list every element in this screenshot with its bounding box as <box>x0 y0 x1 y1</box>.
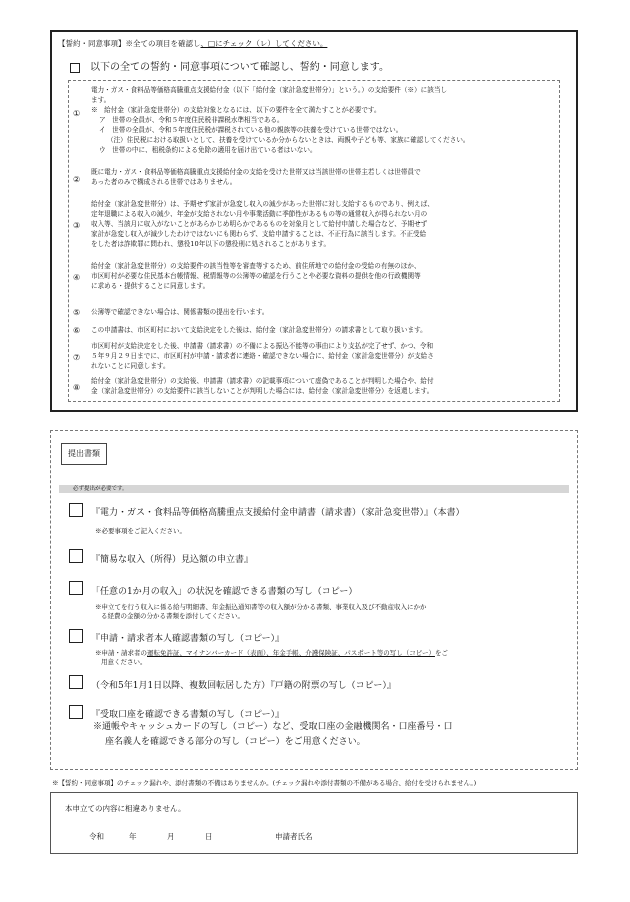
pledge-title <box>58 38 327 49</box>
item-line: ※ 給付金（家計急変世帯分）の支給対象となるには、以下の要件を全て満たすことが必要です。 <box>91 106 381 114</box>
item-line: 金（家計急変世帯分）の支給要件に該当しないことが判明した場合には、給付金（家計急変世帯分）を返還します。 <box>91 387 434 395</box>
item-line: ウ 世帯の中に、租税条約による免除の適用を届け出ている者はいない。 <box>99 146 317 154</box>
confirmation-section <box>50 792 578 854</box>
item-line: イ 世帯の全員が、令和５年度住民税が課税されている他の親族等の扶養を受けている世帯ではない。 <box>99 126 403 134</box>
doc-4-note-line1 <box>95 649 448 658</box>
item-number: ⑥ <box>73 326 81 335</box>
doc-3-note-line2: る経費の金額の分かる書類を添付してください。 <box>101 612 244 620</box>
item-line: 家計が急変し収入が減少したわけではないにも関わらず、支給申請することは、不正行為に該当します。不正受給 <box>91 230 427 238</box>
pledge-items-box <box>68 80 560 402</box>
pledge-item-1 <box>91 85 553 155</box>
doc-4-title: 『申請・請求者本人確認書類の写し（コピー）』 <box>91 634 285 644</box>
doc-6-note-line1: ※通帳やキャッシュカードの写し（コピー）など、受取口座の金融機関名・口座番号・口 <box>93 722 453 732</box>
pledge-title-prefix: 【誓約・同意事項】 <box>58 39 126 48</box>
doc-6-checkbox[interactable] <box>69 705 83 719</box>
item-number: ② <box>73 175 81 184</box>
documents-title: 提出書類 <box>61 443 107 465</box>
item-line: に求める・提供することに同意します。 <box>91 282 210 290</box>
required-label: 必ず提出が必要です。 <box>59 485 569 493</box>
item-line: 給付金（家計急変世帯分）の支給後、申請書（請求書）の記載事項について虚偽であることが判明した場合や、給付 <box>91 377 434 385</box>
pledge-main-row[interactable] <box>70 58 389 73</box>
item-number: ⑤ <box>73 308 81 317</box>
pledge-agree-checkbox[interactable] <box>70 63 80 73</box>
doc-5-title: （令和5年1月1日以降、複数回転居した方）『戸籍の附票の写し（コピー）』 <box>91 681 396 691</box>
doc-4-checkbox[interactable] <box>69 629 83 643</box>
item-line: 市区町村が必要な住民基本台帳情報、税情報等の公簿等の確認を行うことや必要な資料の提供を他の行政機関等 <box>91 272 421 280</box>
item-number: ① <box>73 109 81 118</box>
item-line: 既に電力・ガス・食料品等価格高騰重点支援給付金の支給を受けた世帯又は当該世帯の世帯主若しくは世帯員で <box>91 168 421 176</box>
item-line: 電力・ガス・食料品等価格高騰重点支援給付金（以下「給付金（家計急変世帯分）」という。）の支給要件（※）に該当し <box>91 86 448 94</box>
applicant-name-label: 申請者氏名 <box>275 832 313 841</box>
month-label: 月 <box>167 832 175 841</box>
pledge-title-note: ※全ての項目を確認し <box>125 39 201 48</box>
item-line: 定年退職による収入の減少、年金が支給されない月や事業活動に季節性があるもの等の通常収入が得られない月の <box>91 210 428 218</box>
item-line: 給付金（家計急変世帯分）の支給要件の該当性等を審査等するため、前住所地での給付金の受給の有無のほか、 <box>91 262 421 270</box>
item-number: ③ <box>73 221 81 230</box>
doc-1-title: 『電力・ガス・食料品等価格高騰重点支援給付金申請書（請求書）（家計急変世帯）』（本書） <box>91 508 465 518</box>
item-number: ⑧ <box>73 383 81 392</box>
confirmation-text: 本申立ての内容に相違ありません。 <box>65 804 186 813</box>
item-line: ます。 <box>91 96 111 104</box>
pledge-item-8 <box>91 376 553 396</box>
year-label: 年 <box>129 832 137 841</box>
doc-6-title: 『受取口座を確認できる書類の写し（コピー）』 <box>91 710 285 720</box>
pledge-item-5 <box>91 307 553 317</box>
doc-3-title: 「任意の1か月の収入」の状況を確認できる書類の写し（コピー） <box>91 587 358 597</box>
doc-5-checkbox[interactable] <box>69 675 83 689</box>
doc-3-note-line1: ※申立てを行う収入に係る給与明細書、年金振込通知書等の収入額が分かる書類、事業収入及び不動産収入にかか <box>95 603 427 611</box>
item-line: ５年９月２９日までに、市区町村が申請・請求者に連絡・確認できない場合に、給付金（家計急変世帯分）が支給さ <box>91 352 434 360</box>
doc-1-checkbox[interactable] <box>69 503 83 517</box>
doc-3-checkbox[interactable] <box>69 581 83 595</box>
doc-4-note-ids: 運転免許証、マイナンバーカード（表面）、年金手帳、介護保険証、パスポート等の写し（コピー） <box>147 649 435 657</box>
day-label: 日 <box>205 832 213 841</box>
documents-section <box>50 430 578 770</box>
doc-2-title: 『簡易な収入（所得）見込額の申立書』 <box>91 555 254 565</box>
item-number: ④ <box>73 273 81 282</box>
pledge-item-3 <box>91 199 553 249</box>
item-line: ア 世帯の全員が、令和５年度住民税非課税水準相当である。 <box>99 116 284 124</box>
doc-2-checkbox[interactable] <box>69 549 83 563</box>
pledge-item-4 <box>91 261 553 291</box>
pledge-item-7 <box>91 341 553 371</box>
footer-note: ※【誓約・同意事項】のチェック漏れや、添付書類の不備はありませんか。(チェック漏れや添付書類の不備がある場合、給付を受けられません。) <box>52 779 477 787</box>
date-signature-row <box>89 831 313 842</box>
doc-4-note-suffix: をご <box>434 649 448 657</box>
item-number: ⑦ <box>73 353 81 362</box>
pledge-item-2 <box>91 167 553 187</box>
item-line: 収入等、当該月に収入がないことがあらかじめ明らかであるものを対象月として給付申請した場合など、予期せず <box>91 220 428 228</box>
item-line: （注）住民税における取扱いとして、扶養を受けているか分からないときは、両親や子ども等、家族に確認してください。 <box>107 136 470 144</box>
item-line: あった者のみで構成される世帯ではありません。 <box>91 178 237 186</box>
item-line: この申請書は、市区町村において支給決定をした後は、給付金（家計急変世帯分）の請求書として取り扱います。 <box>91 326 427 334</box>
era-label: 令和 <box>89 832 104 841</box>
item-line: 市区町村が支給決定をした後、申請書（請求書）の不備による振込不能等の事由により支払が完了せず、かつ、令和 <box>91 342 434 350</box>
item-line: をした者は詐欺罪に問われ、懲役10年以下の懲役刑に処されることがあります。 <box>91 240 331 248</box>
item-line: れないことに同意します。 <box>91 362 170 370</box>
doc-1-note: ※必要事項をご記入ください。 <box>95 527 186 535</box>
pledge-section <box>50 30 578 412</box>
item-line: 公簿等で確認できない場合は、関係書類の提出を行います。 <box>91 308 269 316</box>
doc-6-note-line2: 座名義人を確認できる部分の写し（コピー）をご用意ください。 <box>105 737 366 747</box>
doc-4-note-line2: 用意ください。 <box>101 658 147 666</box>
doc-4-note-prefix: ※申請・請求者の <box>95 649 147 657</box>
pledge-item-6 <box>91 325 553 335</box>
item-line: 給付金（家計急変世帯分）は、予期せず家計が急変し収入の減少があった世帯に対し支給するものであり、例えば、 <box>91 200 434 208</box>
pledge-title-instruction: 、□にチェック（レ）してください。 <box>200 39 328 48</box>
pledge-main-label: 以下の全ての誓約・同意事項について確認し、誓約・同意します。 <box>90 62 389 73</box>
